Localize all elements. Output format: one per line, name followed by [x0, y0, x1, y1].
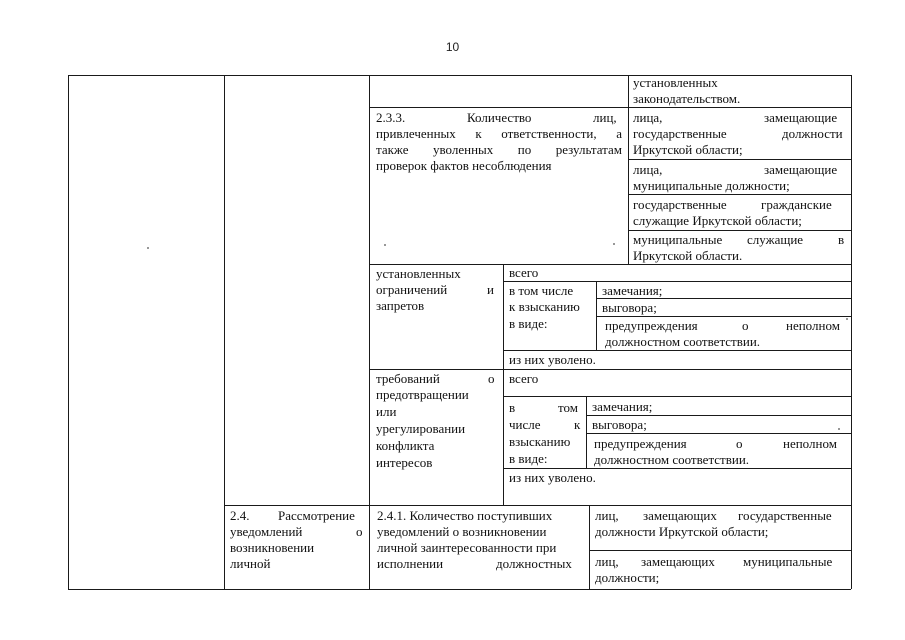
category-line: муниципальные: [743, 554, 833, 569]
category-line: государственные: [633, 197, 727, 212]
item-2-4-1-text: должностных: [496, 556, 572, 571]
conflict-label: интересов: [376, 455, 433, 470]
fired-label: из них уволено.: [509, 470, 596, 485]
item-2-4-1-text: 2.4.1. Количество поступивших: [377, 508, 553, 523]
item-2-4-1-text: уведомлений о возникновении: [377, 524, 547, 539]
item-2-3-3-text: привлеченных к ответственности, а: [376, 126, 622, 141]
restrictions-label: запретов: [376, 298, 425, 313]
conflict-label: требований: [376, 371, 440, 386]
continuation-line: законодательством.: [633, 91, 741, 106]
restrictions-label: ограничений: [376, 282, 448, 297]
table-border: [68, 75, 851, 76]
category-line: служащие Иркутской области;: [633, 213, 802, 228]
category-line: муниципальные: [633, 232, 723, 247]
total-label: всего: [509, 371, 539, 386]
scan-speck: [147, 247, 149, 249]
item-2-4-1-text: исполнении: [377, 556, 444, 571]
including-label: числе: [509, 417, 541, 432]
table-border: [628, 230, 851, 231]
item-2-4-number: 2.4.: [230, 508, 250, 523]
table-border: [369, 264, 851, 265]
category-line: лица,: [633, 110, 663, 125]
fired-label: из них уволено.: [509, 352, 596, 367]
table-border: [503, 281, 851, 282]
penalty-line: о: [742, 318, 749, 333]
category-line: лиц,: [595, 508, 619, 523]
including-label: в: [509, 400, 516, 415]
penalty-line: неполном: [783, 436, 837, 451]
including-label: том: [558, 400, 578, 415]
table-border: [589, 550, 851, 551]
category-line: замещающие: [764, 110, 838, 125]
continuation-line: установленных: [633, 75, 718, 90]
table-border: [224, 505, 851, 506]
category-line: должности Иркутской области;: [595, 524, 769, 539]
penalty-line: замечания;: [592, 399, 653, 414]
table-border: [628, 75, 629, 264]
table-border: [586, 396, 587, 468]
item-2-4-text: о: [356, 524, 363, 539]
conflict-label: урегулировании: [376, 421, 466, 436]
category-line: Иркутской области.: [633, 248, 743, 263]
category-line: должности;: [595, 570, 660, 585]
including-label: в виде:: [509, 451, 548, 466]
category-line: лица,: [633, 162, 663, 177]
item-2-4-1-text: личной заинтересованности при: [377, 540, 557, 555]
including-label: к: [574, 417, 581, 432]
penalty-line: замечания;: [602, 283, 663, 298]
conflict-label: предотвращении: [376, 387, 469, 402]
scan-speck: [613, 243, 615, 245]
penalty-line: должностном соответствии.: [605, 334, 761, 349]
item-2-3-3-text: также уволенных по результатам: [376, 142, 622, 157]
category-line: замещающие: [764, 162, 838, 177]
table-border: [369, 369, 851, 370]
table-border: [851, 75, 852, 589]
including-label: в том числе: [509, 283, 574, 298]
item-2-4-text: возникновении: [230, 540, 315, 555]
penalty-line: неполном: [786, 318, 840, 333]
page-number: 10: [445, 40, 460, 54]
scan-speck: [846, 318, 848, 320]
penalty-line: выговора;: [602, 300, 657, 315]
category-line: должности: [782, 126, 843, 141]
category-line: в: [838, 232, 845, 247]
penalty-line: выговора;: [592, 417, 647, 432]
including-label: в виде:: [509, 316, 548, 331]
table-border: [503, 396, 851, 397]
item-2-4-text: уведомлений: [230, 524, 303, 539]
table-border: [628, 159, 851, 160]
scan-speck: [384, 244, 386, 246]
item-2-3-3-text: проверок фактов несоблюдения: [376, 158, 552, 173]
table-border: [369, 107, 851, 108]
penalty-line: должностном соответствии.: [594, 452, 750, 467]
restrictions-label: установленных: [376, 266, 461, 281]
item-2-4-text: личной: [230, 556, 271, 571]
category-line: государственные: [633, 126, 727, 141]
table-border: [68, 589, 851, 590]
conflict-label: о: [488, 371, 495, 386]
table-border: [68, 75, 69, 589]
category-line: муниципальные должности;: [633, 178, 790, 193]
table-border: [369, 75, 370, 589]
category-line: служащие: [747, 232, 804, 247]
table-border: [589, 505, 590, 589]
penalty-line: предупреждения: [605, 318, 698, 333]
item-2-3-3-number: 2.3.3.: [376, 110, 406, 125]
scan-speck: [838, 428, 840, 430]
item-2-4-text: Рассмотрение: [278, 508, 355, 523]
category-line: замещающих: [641, 554, 715, 569]
conflict-label: конфликта: [376, 438, 435, 453]
total-label: всего: [509, 265, 539, 280]
category-line: лиц,: [595, 554, 619, 569]
category-line: государственные: [738, 508, 832, 523]
item-2-3-3-text: лиц,: [593, 110, 617, 125]
category-line: Иркутской области;: [633, 142, 743, 157]
category-line: замещающих: [643, 508, 717, 523]
penalty-line: предупреждения: [594, 436, 687, 451]
item-2-3-3-text: Количество: [467, 110, 532, 125]
including-label: к взысканию: [509, 299, 580, 314]
restrictions-label: и: [487, 282, 494, 297]
penalty-line: о: [736, 436, 743, 451]
including-label: взысканию: [509, 434, 571, 449]
category-line: гражданские: [761, 197, 832, 212]
conflict-label: или: [376, 404, 397, 419]
table-border: [224, 75, 225, 589]
